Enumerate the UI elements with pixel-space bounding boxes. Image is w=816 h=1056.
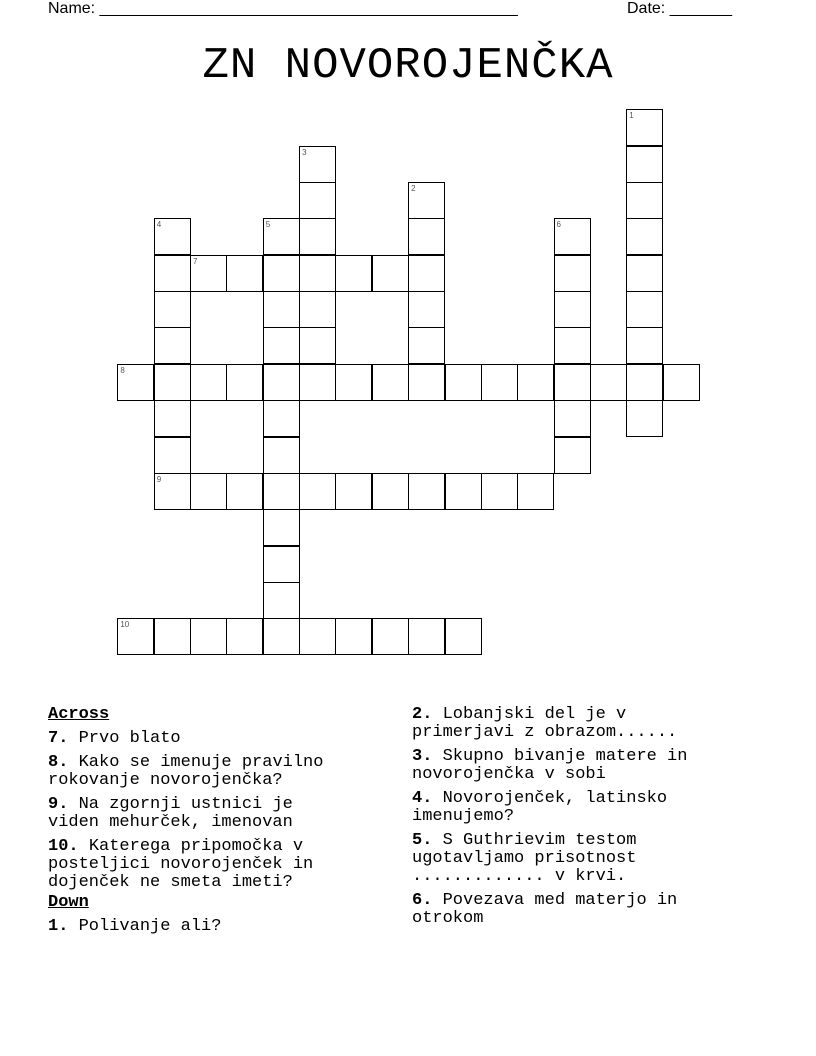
clue-down-4: 4. Novorojenček, latinsko imenujemo? [412,789,668,826]
grid-cell[interactable] [626,255,663,292]
grid-cell[interactable] [263,546,300,583]
grid-cell[interactable] [372,364,409,401]
grid-cell[interactable] [263,582,300,619]
grid-cell[interactable] [226,255,263,292]
clue-number: 5 [265,220,271,230]
clue-across-9: 9. Na zgornji ustnici je viden mehurček, imenovan [48,795,293,832]
grid-cell[interactable] [554,218,591,255]
grid-cell[interactable] [517,473,554,510]
clue-number: 1 [629,111,634,121]
clue-across-10: 10. Katerega pripomočka v posteljici novorojenček in dojenček ne smeta imeti? [48,837,314,892]
clue-down-6: 6. Povezava med materjo in otrokom [412,891,678,928]
grid-cell[interactable] [263,618,300,655]
clue-down-1: 1. Polivanje ali? [48,917,222,936]
grid-cell[interactable] [190,473,227,510]
grid-cell[interactable] [445,364,482,401]
clue-number: 7 [193,256,198,266]
grid-cell[interactable] [154,437,191,474]
clues-right-column [412,706,772,934]
grid-cell[interactable] [263,437,300,474]
grid-cell[interactable] [263,400,300,437]
clue-down-5: 5. S Guthrievim testom ugotavljamo prisotnost ............. v krvi. [412,831,637,886]
grid-cell[interactable] [299,327,336,364]
grid-cell[interactable] [263,255,300,292]
page-title: ZN NOVOROJENČKA [202,41,614,91]
grid-cell[interactable] [408,364,445,401]
clue-number: 6 [556,220,561,230]
grid-cell[interactable] [299,255,336,292]
grid-cell[interactable] [154,255,191,292]
grid-cell[interactable] [299,473,336,510]
grid-cell[interactable] [263,473,300,510]
grid-cell[interactable] [190,255,227,292]
grid-cell[interactable] [626,182,663,219]
grid-cell[interactable] [481,364,518,401]
grid-cell[interactable] [626,364,663,401]
clue-number: 3 [302,147,307,157]
grid-cell[interactable] [554,400,591,437]
grid-cell[interactable] [117,618,154,655]
grid-cell[interactable] [626,327,663,364]
grid-cell[interactable] [408,327,445,364]
clues-left-column [48,706,398,942]
grid-cell[interactable] [372,473,409,510]
grid-cell[interactable] [408,618,445,655]
grid-cell[interactable] [554,364,591,401]
clue-number: 9 [156,474,162,484]
grid-cell[interactable] [299,218,336,255]
grid-cell[interactable] [226,473,263,510]
clue-down-3: 3. Skupno bivanje matere in novorojenčka v sobi [412,747,688,784]
grid-cell[interactable] [299,182,336,219]
grid-cell[interactable] [190,618,227,655]
grid-cell[interactable] [626,218,663,255]
grid-cell[interactable] [154,400,191,437]
grid-cell[interactable] [263,327,300,364]
grid-cell[interactable] [335,618,372,655]
grid-cell[interactable] [554,291,591,328]
grid-cell[interactable] [299,618,336,655]
grid-cell[interactable] [299,364,336,401]
grid-cell[interactable] [335,255,372,292]
grid-cell[interactable] [190,364,227,401]
grid-cell[interactable] [154,473,191,510]
grid-cell[interactable] [481,473,518,510]
grid-cell[interactable] [263,364,300,401]
grid-cell[interactable] [154,218,191,255]
clue-across-7: 7. Prvo blato [48,729,181,748]
grid-cell[interactable] [372,255,409,292]
grid-cell[interactable] [299,291,336,328]
grid-cell[interactable] [299,146,336,183]
grid-cell[interactable] [590,364,627,401]
grid-cell[interactable] [408,218,445,255]
grid-cell[interactable] [626,109,663,146]
grid-cell[interactable] [408,182,445,219]
grid-cell[interactable] [263,509,300,546]
grid-cell[interactable] [154,291,191,328]
clue-number: 2 [411,184,416,194]
grid-cell[interactable] [626,400,663,437]
grid-cell[interactable] [408,255,445,292]
grid-cell[interactable] [335,364,372,401]
grid-cell[interactable] [263,291,300,328]
grid-cell[interactable] [408,291,445,328]
name-field[interactable]: Name: _______________________________________________ [48,0,518,17]
grid-cell[interactable] [554,255,591,292]
grid-cell[interactable] [517,364,554,401]
date-field[interactable]: Date: _______ [627,0,732,17]
down-heading: Down [48,893,89,912]
grid-cell[interactable] [154,364,191,401]
grid-cell[interactable] [226,618,263,655]
clue-number: 4 [156,220,162,230]
grid-cell[interactable] [263,218,300,255]
clue-number: 10 [120,620,130,630]
grid-cell[interactable] [554,437,591,474]
grid-cell[interactable] [335,473,372,510]
grid-cell[interactable] [445,473,482,510]
clue-number: 8 [120,365,125,375]
grid-cell[interactable] [154,618,191,655]
grid-cell[interactable] [117,364,154,401]
grid-cell[interactable] [408,473,445,510]
grid-cell[interactable] [626,146,663,183]
across-heading: Across [48,705,110,724]
grid-cell[interactable] [154,327,191,364]
grid-cell[interactable] [372,618,409,655]
grid-cell[interactable] [554,327,591,364]
grid-cell[interactable] [445,618,482,655]
clue-down-2: 2. Lobanjski del je v primerjavi z obrazom...... [412,705,678,742]
grid-cell[interactable] [226,364,263,401]
grid-cell[interactable] [626,291,663,328]
clue-across-8: 8. Kako se imenuje pravilno rokovanje novorojenčka? [48,753,324,790]
grid-cell[interactable] [663,364,700,401]
